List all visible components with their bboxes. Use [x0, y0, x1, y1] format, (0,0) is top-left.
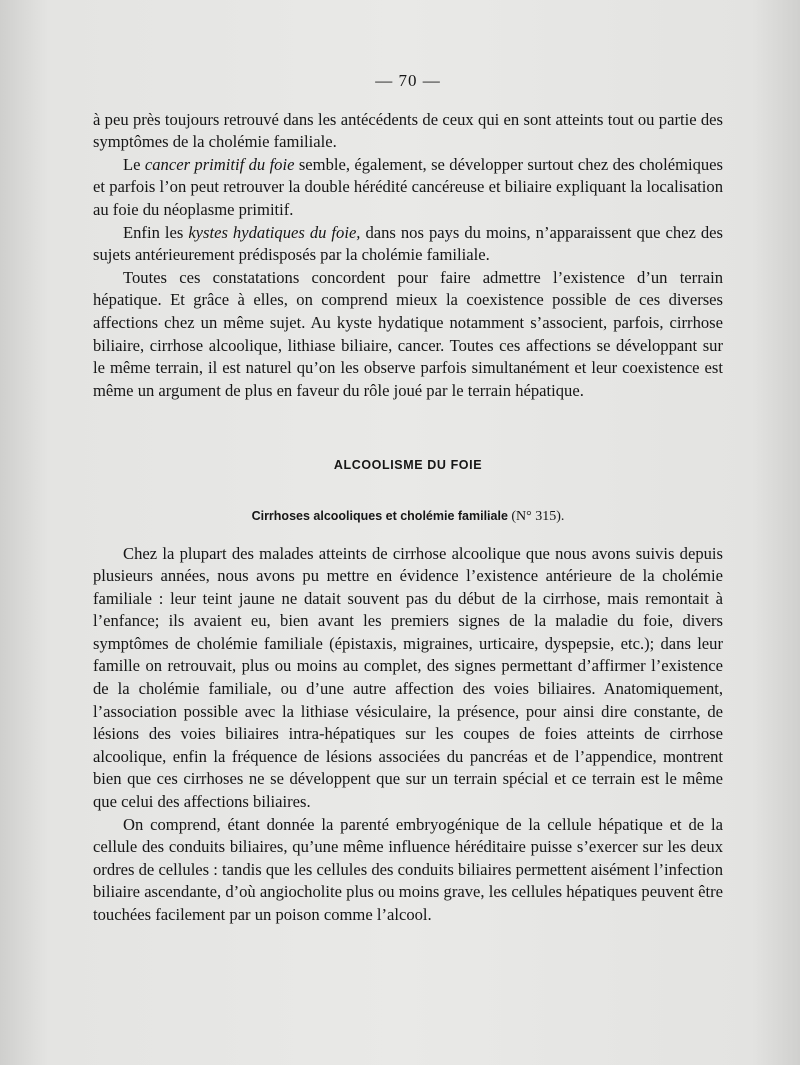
text-run: dans nos pays du moins, n’apparaissent que chez des sujets antérieurement prédisposés par la cholémie familiale. [93, 222, 723, 265]
text-run: à peu près toujours retrouvé dans les antécédents de ceux qui en sont atteints tout ou partie des symptômes de la cholémie familiale. [93, 109, 723, 152]
paragraph [93, 154, 723, 222]
text-run: On comprend, étant donnée la parenté embryogénique de la cellule hépatique et de la cellule des conduits biliaires, qu’une même influence héréditaire puisse s’exercer sur les deux ordres de cellules : tandis que les cellules des conduits biliaires permettent aisément l’infection biliaire ascendante, d’où angiocholite plus ou moins grave, les cellules hépatiques peuvent être touchées facilement par un poison comme l’alcool. [93, 814, 723, 924]
paragraph [93, 814, 723, 927]
body-text-top [93, 109, 723, 403]
paragraph [93, 267, 723, 403]
text-run: semble, également, se développer surtout chez des cholémiques et parfois l’on peut retrouver la double hérédité cancéreuse et biliaire expliquant la localisation au foie du néoplasme primitif. [93, 154, 723, 219]
italic-text: cancer primitif du foie [144, 154, 295, 174]
paragraph [93, 222, 723, 267]
body-text-bottom [93, 543, 723, 927]
paragraph [93, 109, 723, 154]
page-number: — 70 — [375, 71, 441, 90]
text-run: Enfin les [123, 222, 189, 242]
paragraph [93, 543, 723, 814]
subsection-title [93, 505, 723, 529]
italic-text: kystes hydatiques du foie, [188, 222, 361, 242]
text-run: Chez la plupart des malades atteints de cirrhose alcoolique que nous avons suivis depuis plusieurs années, nous avons pu mettre en évidence l’existence antérieure de la cholémie familiale : leur teint jaune ne datait souvent pas du début de la cirrhose, mais remontait à l’enfance; ils avaient eu, bien avant les premiers signes de la maladie du foie, divers symptômes de cholémie familiale (épistaxis, migraines, urticaire, dyspepsie, etc.); dans leur famille on retrouvait, plus ou moins au complet, des signes permettant d’affirmer l’existence de la cholémie familiale, ou d’une autre affection des voies biliaires. Anatomiquement, l’association possible avec la lithiase vésiculaire, la présence, pour ainsi dire constante, de lésions des voies biliaires intra-hépatiques sur les coupes de foies atteints de cirrhose alcoolique, enfin la fréquence de lésions associées du pancréas et de l’appendice, montrent bien que ces cirrhoses ne se développent que sur un terrain spécial et ce terrain est le même que celui des affections biliaires. [93, 543, 723, 812]
subsection-reference: (N° 315). [511, 508, 565, 524]
section-title: ALCOOLISME DU FOIE [333, 458, 483, 473]
page-content [93, 70, 723, 927]
text-run: Le [123, 154, 145, 174]
text-run: Toutes ces constatations concordent pour faire admettre l’existence d’un terrain hépatique. Et grâce à elles, on comprend mieux la coexistence possible de ces diverses affections chez un même sujet. Au kyste hydatique notamment s’associent, parfois, cirrhose biliaire, cirrhose alcoolique, lithiase biliaire, cancer. Toutes ces affections se développant sur le même terrain, il est naturel qu’on les observe parfois simultanément et leur coexistence est même un argument de plus en faveur du rôle joué par le terrain hépatique. [93, 267, 723, 400]
subsection-title-text: Cirrhoses alcooliques et cholémie familiale [251, 508, 508, 523]
